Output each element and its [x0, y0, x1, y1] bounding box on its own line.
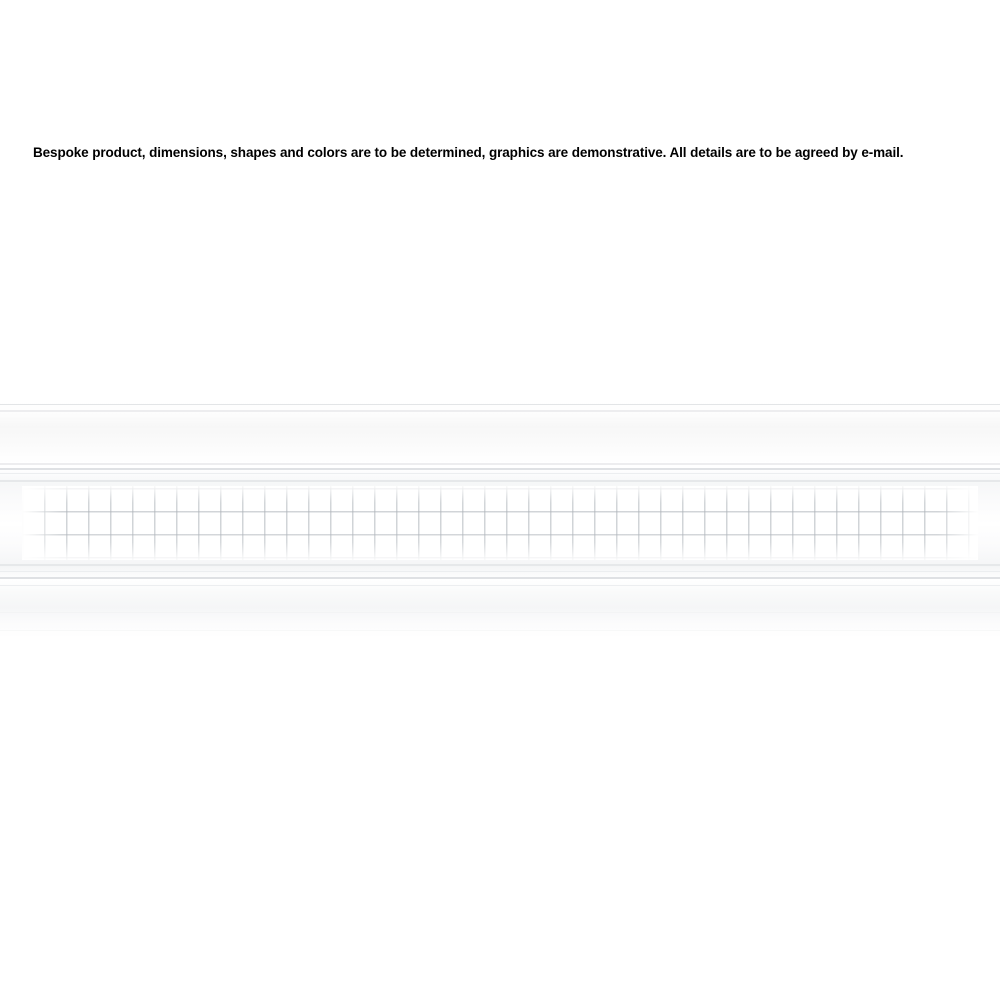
lower-panel-mid-line — [0, 612, 1000, 613]
frame-rail-bottom-highlight — [0, 571, 1000, 572]
frame-rail-top-highlight — [0, 473, 1000, 474]
lower-panel-bottom-edge — [0, 630, 1000, 631]
mesh-left-fade — [22, 486, 62, 560]
upper-panel-highlight — [0, 410, 1000, 412]
mesh-right-fade — [938, 486, 978, 560]
frame-rail-top-inner — [0, 480, 1000, 482]
frame-rail-bottom-outer — [0, 577, 1000, 579]
frame-rail-bottom-inner — [0, 564, 1000, 566]
lower-panel-top-edge — [0, 585, 1000, 586]
perforated-mesh — [22, 486, 978, 560]
upper-panel-top-edge — [0, 404, 1000, 405]
mesh-shading-overlay — [22, 486, 978, 560]
disclaimer-note: Bespoke product, dimensions, shapes and colors are to be determined, graphics are demonstrative. All details are to be agreed by e-mail. — [33, 144, 904, 160]
upper-panel-bottom-edge — [0, 463, 1000, 465]
frame-rail-top-outer — [0, 468, 1000, 470]
product-image — [0, 380, 1000, 660]
grille-frame — [0, 468, 1000, 580]
